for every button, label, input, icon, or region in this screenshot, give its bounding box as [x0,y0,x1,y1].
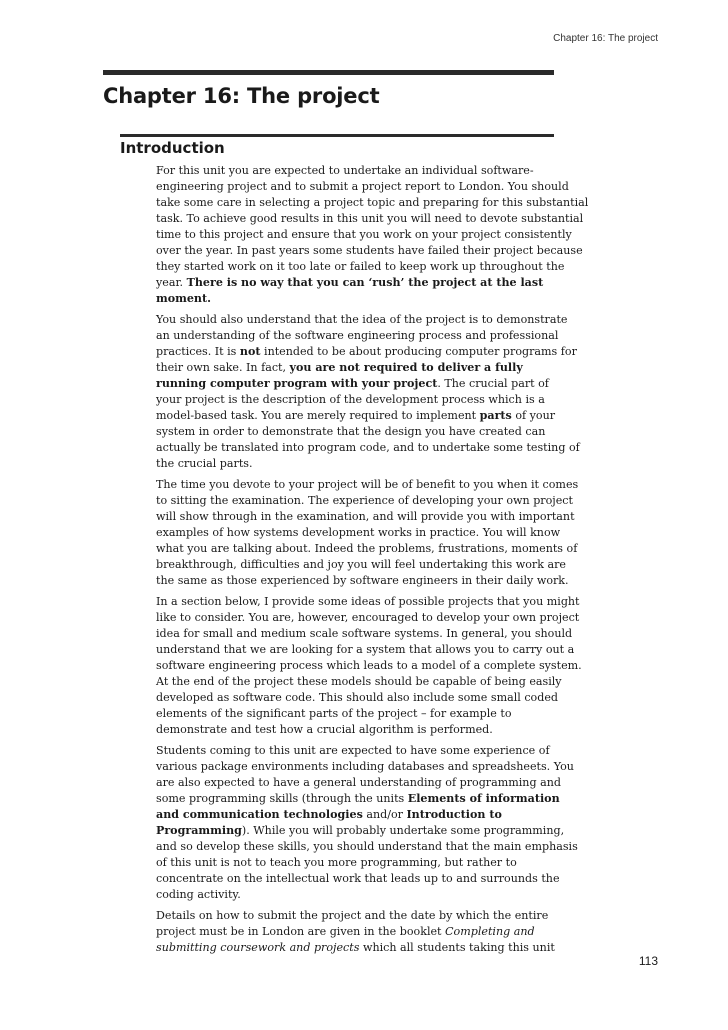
text-run: are also expected to have a general understanding of programming and [156,776,561,789]
text-line [156,674,562,690]
text-line [156,610,580,626]
text-run: practices. It is [156,345,240,358]
text-run: what you are talking about. Indeed the problems, frustrations, moments of [156,542,578,555]
paragraph [156,743,578,903]
text-run: Details on how to submit the project and the date by which the entire [156,909,549,922]
text-line [156,456,556,472]
italic-text: Completing and [445,925,535,938]
text-line [156,871,560,887]
section-rule [120,134,554,137]
text-line [156,360,556,376]
text-run: their own sake. In fact, [156,361,290,374]
text-run: demonstrate and test how a crucial algorithm is performed. [156,723,493,736]
text-run: system in order to demonstrate that the design you have created can [156,425,546,438]
text-run: For this unit you are expected to undertake an individual software- [156,164,534,177]
text-run: your project is the description of the development process which is a [156,393,545,406]
text-line [156,791,560,807]
text-run: At the end of the project these models should be capable of being easily [156,675,562,688]
text-line [156,908,556,924]
text-run: ). While you will probably undertake some programming, [241,824,565,837]
text-line [156,179,569,195]
text-run: The time you devote to your project will be of benefit to you when it comes [156,478,579,491]
text-run: In a section below, I provide some ideas of possible projects that you might [156,595,580,608]
text-run: actually be translated into program code, and to undertake some testing of [156,441,580,454]
text-run: model-based task. You are merely required to implement [156,409,480,422]
text-run: various package environments including databases and spreadsheets. You [156,760,574,773]
text-run: of your [511,409,556,422]
text-line [156,227,572,243]
text-line [156,344,577,360]
text-run: task. To achieve good results in this unit you will need to devote substantial [156,212,584,225]
text-line [156,291,556,307]
text-line [156,887,556,903]
text-run: breakthrough, difficulties and joy you will feel undertaking this work are [156,558,566,571]
text-line [156,706,556,722]
text-run: coding activity. [156,888,241,901]
text-line [156,408,556,424]
italic-text: submitting coursework and projects [156,941,360,954]
text-line [156,376,556,392]
text-line [156,312,568,328]
text-run: the same as those experienced by software engineers in their daily work. [156,574,569,587]
text-run: You should also understand that the idea of the project is to demonstrate [156,313,568,326]
paragraph [156,312,580,472]
bold-text: and communication technologies [156,808,363,821]
text-run: engineering project and to submit a project report to London. You should [156,180,569,193]
text-run: and/or [362,808,407,821]
text-line [156,924,556,940]
text-line [156,759,574,775]
text-run: idea for small and medium scale software systems. In general, you should [156,627,573,640]
text-line [156,328,559,344]
text-line [156,259,565,275]
text-run: to sitting the examination. The experience of developing your own project [156,494,573,507]
bold-text: moment. [156,292,211,305]
text-line [156,775,561,791]
section-title: Introduction [120,139,225,157]
paragraph [156,163,589,307]
text-run: and so develop these skills, you should understand that the main emphasis [156,840,578,853]
bold-text: Introduction to [406,808,502,821]
bold-text: not [239,345,261,358]
running-header: Chapter 16: The project [553,33,658,44]
text-line [156,722,556,738]
text-run: take some care in selecting a project topic and preparing for this substantial [156,196,589,209]
text-run: concentrate on the intellectual work that leads up to and surrounds the [156,872,560,885]
text-line [156,541,578,557]
bold-text: Programming [156,824,242,837]
text-line [156,557,566,573]
text-line [156,493,573,509]
text-line [156,690,559,706]
text-run: examples of how systems development works in practice. You will know [156,526,561,539]
text-line [156,743,556,759]
text-run: which all students taking this unit [359,941,555,954]
text-run: . The crucial part of [437,377,549,390]
chapter-rule [103,70,554,75]
paragraph [156,908,556,956]
text-line [156,477,579,493]
text-line [156,440,580,456]
text-line [156,243,583,259]
text-line [156,658,582,674]
text-run: project must be in London are given in the booklet [156,925,446,938]
text-line [156,855,556,871]
text-run: understand that we are looking for a system that allows you to carry out a [156,643,575,656]
text-run: some programming skills (through the units [156,792,408,805]
paragraph [156,477,579,589]
text-run: the crucial parts. [156,457,253,470]
text-line [156,642,575,658]
bold-text: There is no way that you can ‘rush’ the project at the last [186,276,544,289]
text-line [156,573,569,589]
text-line [156,594,580,610]
text-line [156,509,575,525]
text-line [156,807,556,823]
text-line [156,275,556,291]
bold-text: you are not required to deliver a fully [289,361,523,374]
page-number: 113 [638,954,658,968]
text-line [156,823,565,839]
text-run: over the year. In past years some students have failed their project because [156,244,583,257]
text-run: like to consider. You are, however, encouraged to develop your own project [156,611,580,624]
text-run: time to this project and ensure that you work on your project consistently [156,228,572,241]
text-line [156,839,578,855]
bold-text: parts [479,409,512,422]
text-line [156,211,584,227]
chapter-title: Chapter 16: The project [103,84,380,108]
text-run: year. [156,276,187,289]
bold-text: Elements of information [407,792,560,805]
text-line [156,392,556,408]
text-run: will show through in the examination, and will provide you with important [156,510,575,523]
text-run: intended to be about producing computer programs for [260,345,577,358]
text-line [156,525,561,541]
text-run: of this unit is not to teach you more programming, but rather to [156,856,517,869]
paragraph [156,594,582,738]
text-run: an understanding of the software engineering process and professional [156,329,559,342]
text-run: developed as software code. This should also include some small coded [156,691,559,704]
text-line [156,940,556,956]
body-text [156,163,589,961]
text-line [156,195,589,211]
bold-text: running computer program with your project [156,377,438,390]
text-line [156,163,556,179]
text-run: software engineering process which leads to a model of a complete system. [156,659,582,672]
text-line [156,424,556,440]
text-run: they started work on it too late or failed to keep work up throughout the [156,260,565,273]
text-line [156,626,573,642]
text-run: elements of the significant parts of the project – for example to [156,707,512,720]
text-run: Students coming to this unit are expected to have some experience of [156,744,550,757]
